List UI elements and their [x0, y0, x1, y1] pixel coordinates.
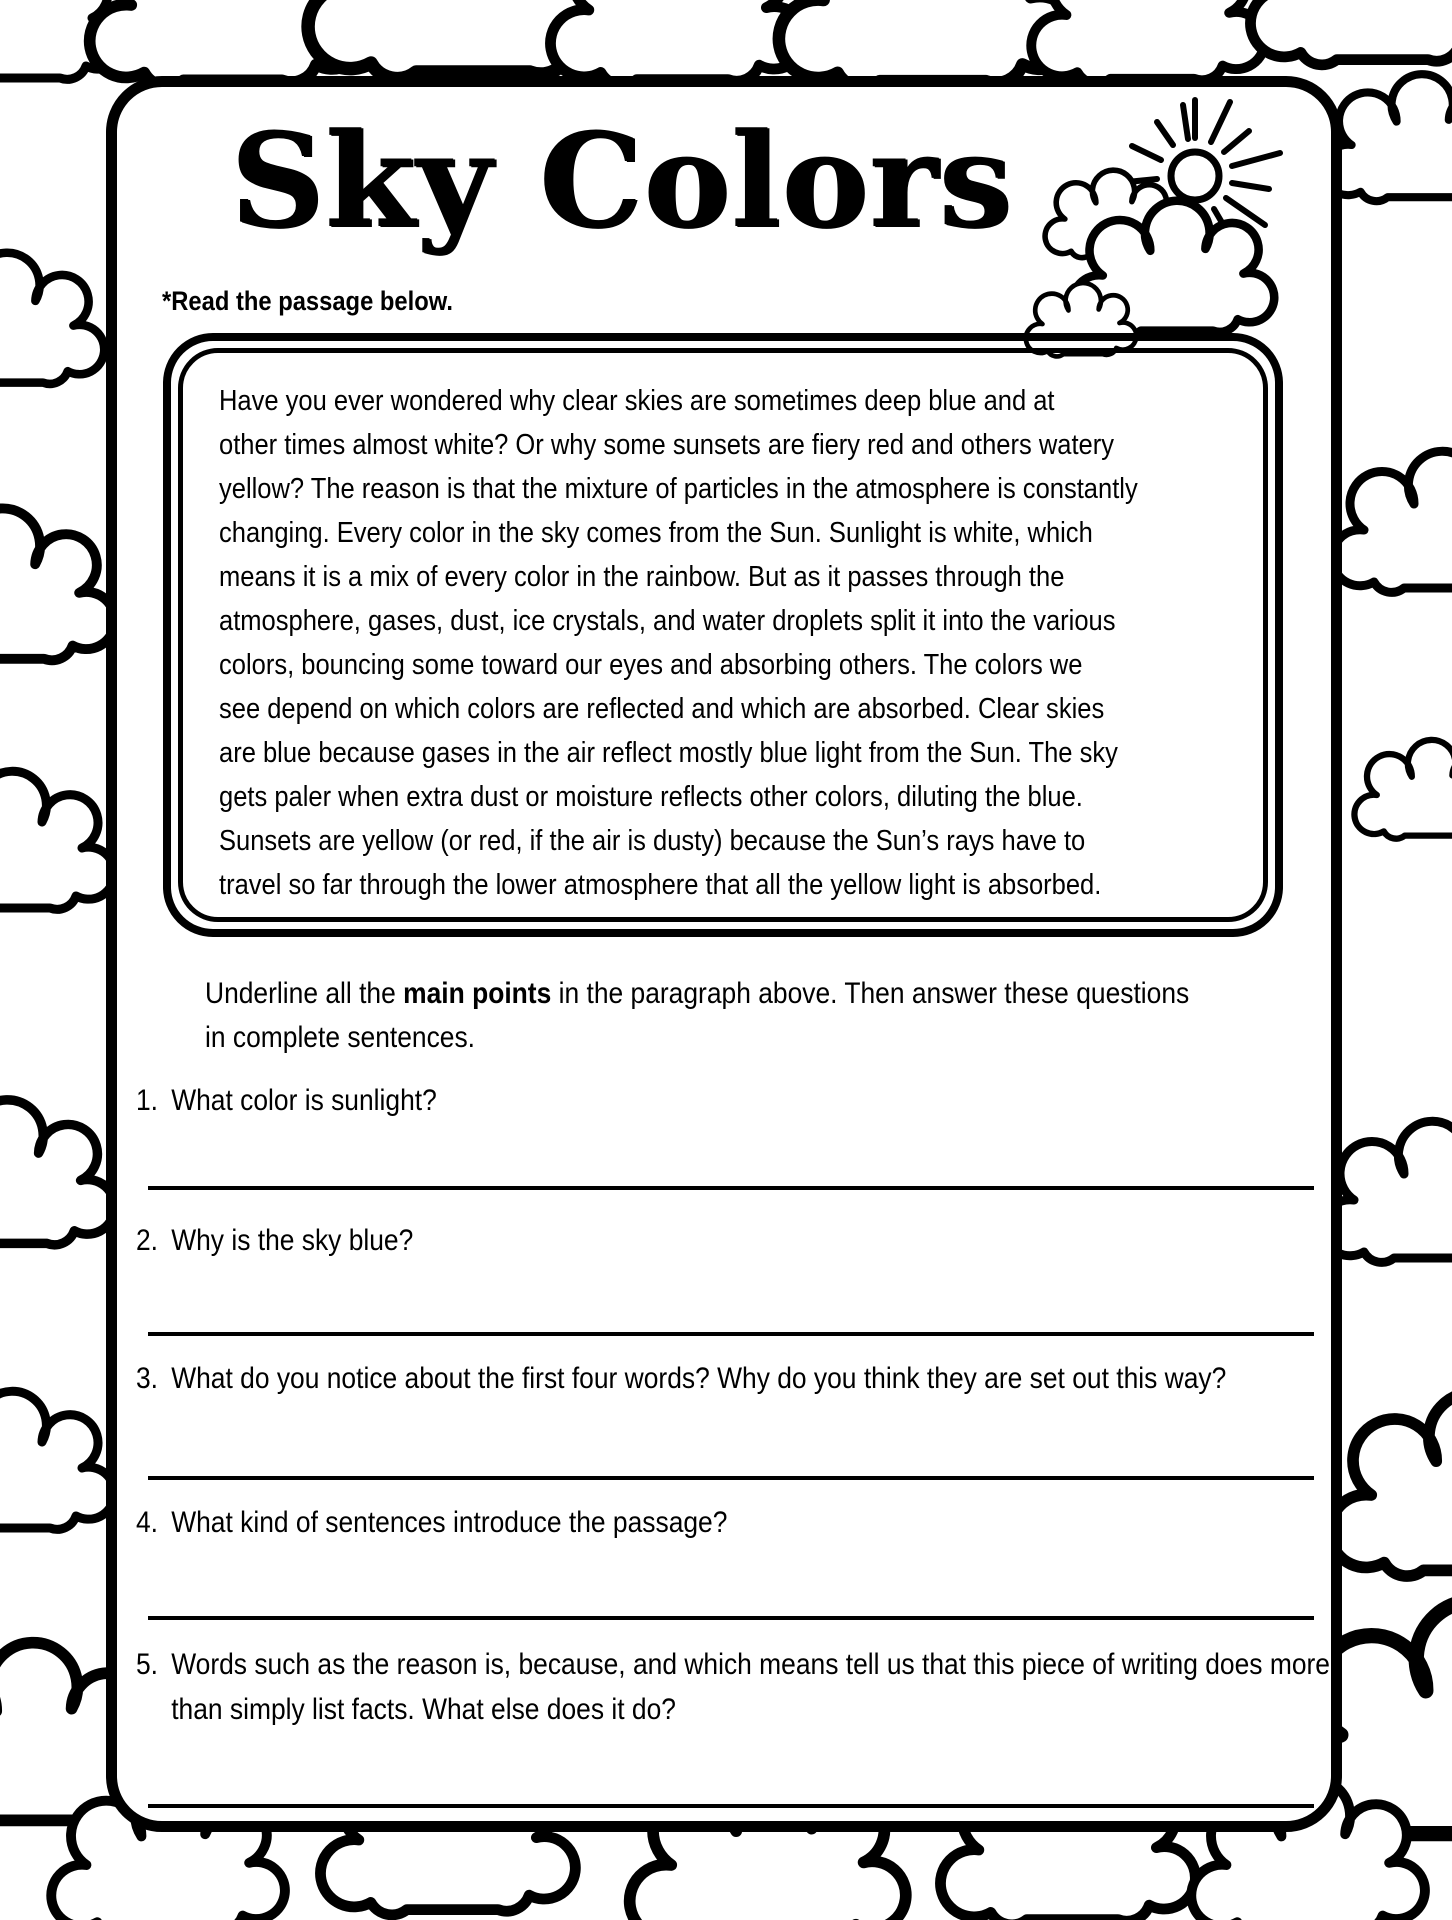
passage-line: other times almost white? Or why some sunsets are fiery red and others watery [219, 429, 1114, 461]
cloud-icon [0, 508, 115, 663]
cloud-icon [0, 771, 114, 912]
task-instruction-line2: in complete sentences. [205, 1021, 476, 1054]
passage-line: gets paler when extra dust or moisture reflects other colors, diluting the blue. [219, 781, 1083, 813]
cloud-icon [1323, 74, 1452, 201]
page-title: Sky Colors [230, 104, 1013, 257]
question-number: 3. [136, 1362, 159, 1395]
question-text: Why is the sky blue? [171, 1224, 414, 1257]
question-number: 4. [136, 1506, 159, 1539]
answer-line-5[interactable] [148, 1804, 1314, 1808]
question-item-1 [136, 1078, 1368, 1123]
passage-box [163, 333, 1283, 937]
task-text-bold: main points [403, 977, 552, 1010]
question-number: 1. [136, 1084, 159, 1117]
question-number: 5. [136, 1648, 159, 1681]
passage-line: see depend on which colors are reflected and which are absorbed. Clear skies [219, 693, 1105, 725]
cloud-icon [550, 0, 805, 85]
task-text: Underline all the [205, 977, 404, 1010]
passage-line: means it is a mix of every color in the rainbow. But as it passes through the [219, 561, 1065, 593]
question-item-4 [136, 1500, 1368, 1545]
passage-line: colors, bouncing some toward our eyes and absorbing others. The colors we [219, 649, 1083, 681]
cloud-icon [1332, 451, 1452, 592]
question-item-2 [136, 1218, 1368, 1263]
passage-line: Have you ever wondered why clear skies are sometimes deep blue and at [219, 385, 1055, 417]
question-number: 2. [136, 1224, 159, 1257]
cloud-icon [0, 1100, 115, 1248]
task-instruction-line1 [205, 972, 1349, 1016]
cloud-icon [1250, 0, 1452, 65]
question-item-3 [136, 1356, 1368, 1401]
cloud-icon [1031, 0, 1265, 84]
answer-line-4[interactable] [148, 1616, 1314, 1620]
read-instruction: *Read the passage below. [162, 286, 453, 316]
answer-line-3[interactable] [148, 1476, 1314, 1480]
passage-line: are blue because gases in the air reflect mostly blue light from the Sun. The sky [219, 737, 1118, 769]
question-text: What color is sunlight? [171, 1084, 437, 1117]
cloud-icon [0, 253, 104, 387]
passage-line: atmosphere, gases, dust, ice crystals, and water droplets split it into the various [219, 605, 1116, 637]
passage-line: Sunsets are yellow (or red, if the air is dusty) because the Sun’s rays have to [219, 825, 1086, 857]
cloud-icon [0, 1391, 114, 1532]
task-instruction [205, 972, 1349, 1060]
passage-line: yellow? The reason is that the mixture of particles in the atmosphere is constantly [219, 473, 1138, 505]
task-text: in the paragraph above. Then answer these questions [551, 977, 1190, 1010]
cloud-icon [1354, 740, 1452, 839]
question-item-5 [136, 1642, 1368, 1732]
question-text: What kind of sentences introduce the passage? [171, 1506, 728, 1539]
passage-line: travel so far through the lower atmosphere that all the yellow light is absorbed. [219, 869, 1102, 901]
passage-text [219, 379, 1275, 907]
passage-box-inner-border [178, 348, 1268, 922]
passage-line: changing. Every color in the sky comes from the Sun. Sunlight is white, which [219, 517, 1093, 549]
cloud-icon [1330, 1393, 1452, 1576]
question-text: Words such as the reason is, because, and which means tell us that this piece of writing does more than simply list facts. What else does it do? [171, 1648, 1330, 1726]
answer-line-1[interactable] [148, 1186, 1314, 1190]
answer-line-2[interactable] [148, 1332, 1314, 1336]
question-text: What do you notice about the first four words? Why do you think they are set out this way? [171, 1362, 1227, 1395]
